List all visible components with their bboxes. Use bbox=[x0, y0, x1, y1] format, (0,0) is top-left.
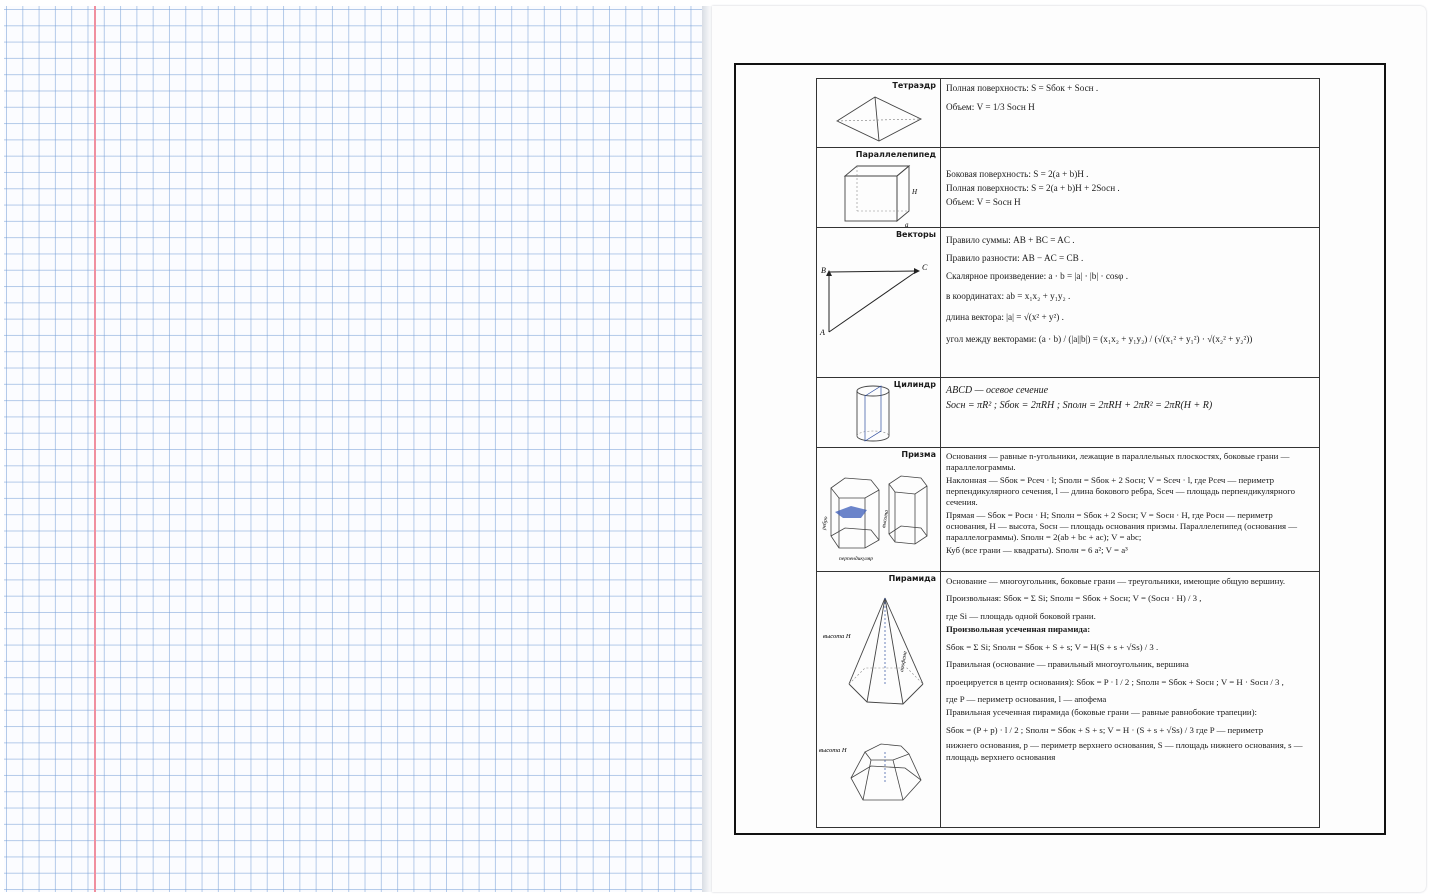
pyramid-title: Пирамида bbox=[888, 574, 936, 583]
pyramid-icon bbox=[817, 572, 941, 828]
label-c: C bbox=[922, 263, 928, 272]
parallelepiped-figure bbox=[817, 148, 941, 227]
label-edge: ребро bbox=[821, 516, 830, 531]
label-height-h-frustum: высота H bbox=[819, 747, 847, 754]
graph-paper-page bbox=[4, 6, 703, 892]
formula-line: Произвольная: Sбок = Σ Si; Sполн = Sбок + Sосн; V = (Sосн · H) / 3 , bbox=[946, 593, 1202, 604]
formula-line: Sосн = πR² ; Sбок = 2πRH ; Sполн = 2πRH + 2πR² = 2πR(H + R) bbox=[946, 400, 1213, 412]
formula-table bbox=[816, 78, 1320, 828]
formula-line: Боковая поверхность: S = 2(a + b)H . bbox=[946, 169, 1089, 179]
red-margin-line bbox=[94, 6, 96, 892]
tetrahedron-formulas bbox=[941, 79, 1319, 147]
prism-icon bbox=[817, 448, 941, 572]
label-height: высота bbox=[881, 509, 891, 529]
prism-title: Призма bbox=[901, 450, 936, 459]
vectors-title: Векторы bbox=[895, 230, 936, 239]
formula-line: где P — периметр основания, l — апофема bbox=[946, 693, 1107, 704]
formula-line: длина вектора: |a| = √(x² + y²) . bbox=[946, 311, 1064, 322]
formula-line: Объем: V = 1/3 Sосн H bbox=[946, 102, 1035, 113]
parallelepiped-icon bbox=[817, 148, 941, 228]
formula-line: Правило суммы: AB + BC = AC . bbox=[946, 235, 1075, 245]
formula-line: угол между векторами: (a · b) / (|a||b|) = (x₁x₂ + y₁y₂) / (√(x₁² + y₁²) · √(x₂² + y₂²)) bbox=[946, 333, 1253, 344]
cylinder-icon bbox=[817, 378, 941, 448]
formula-line: нижнего основания, p — периметр верхнего основания, S — площадь нижнего основания, s — площадь верхнего основания bbox=[946, 740, 1303, 762]
formula-line: Прямая — Sбок = Pосн · H; Sполн = Sбок + 2 Sосн; V = Sосн · H, где Pосн — периметр основания, H — высота, Sосн — площадь основания призмы. Параллелепипед (основания — параллелограммы). Sполн = 2(ab + bc + ac); V = abc; bbox=[946, 509, 1298, 542]
row-vectors bbox=[817, 228, 1319, 378]
parallelepiped-title: Параллелепипед bbox=[855, 150, 936, 159]
formula-line: проецируется в центр основания): Sбок = P · l / 2 ; Sполн = Sбок + Sосн ; V = H · Sосн / 3 , bbox=[946, 676, 1284, 687]
formula-line: где Si — площадь одной боковой грани. bbox=[946, 610, 1096, 621]
label-a: A bbox=[820, 328, 825, 337]
formula-line: Куб (все грани — квадраты). Sполн = 6 a²; V = a³ bbox=[946, 544, 1128, 555]
row-tetrahedron bbox=[817, 79, 1319, 148]
tetrahedron-icon bbox=[817, 79, 941, 148]
formula-line: Правильная (основание — правильный многоугольник, вершина bbox=[946, 659, 1189, 670]
cylinder-figure bbox=[817, 378, 941, 447]
vectors-figure bbox=[817, 228, 941, 377]
label-perpendicular: перпендикуляр bbox=[839, 556, 873, 562]
prism-formulas bbox=[941, 448, 1319, 571]
vectors-formulas bbox=[941, 228, 1319, 377]
row-prism bbox=[817, 448, 1319, 572]
formula-line: Sбок = Σ Si; Sполн = Sбок + S + s; V = H(S + s + √Ss) / 3 . bbox=[946, 641, 1159, 652]
formula-line: Полная поверхность: S = Sбок + Sосн . bbox=[946, 83, 1099, 93]
formula-line: Правило разности: AB − AC = CB . bbox=[946, 253, 1084, 264]
prism-figure bbox=[817, 448, 941, 571]
formula-line: ABCD — осевое сечение bbox=[946, 385, 1049, 396]
row-pyramid bbox=[817, 572, 1319, 828]
formula-line: Произвольная усеченная пирамида: bbox=[946, 624, 1091, 635]
cylinder-title: Цилиндр bbox=[893, 380, 936, 389]
label-apothem: апофема bbox=[899, 650, 909, 673]
label-a: a bbox=[905, 221, 909, 228]
formula-line: Наклонная — Sбок = Pсеч · l; Sполн = Sбок + 2 Sосн; V = Sсеч · l, где Pсеч — периметр перпендикулярного сечения, l — длина бокового ребра, Sсеч — площадь перпендикулярного сечения. bbox=[946, 474, 1296, 507]
formula-line: Основания — равные n-угольники, лежащие в параллельных плоскостях, боковые грани — параллелограммы. bbox=[946, 451, 1290, 472]
label-b: B bbox=[821, 266, 826, 275]
tetrahedron-title: Тетраэдр bbox=[892, 81, 936, 90]
cylinder-formulas bbox=[941, 378, 1319, 447]
row-parallelepiped bbox=[817, 148, 1319, 228]
formula-line: Правильная усеченная пирамида (боковые грани — равные равнобокие трапеции): bbox=[946, 707, 1258, 718]
tetrahedron-figure bbox=[817, 79, 941, 147]
formula-line: Основание — многоугольник, боковые грани — треугольники, имеющие общую вершину. bbox=[946, 576, 1286, 586]
row-cylinder bbox=[817, 378, 1319, 448]
pyramid-figure bbox=[817, 572, 941, 827]
label-height-h: высота H bbox=[823, 633, 851, 640]
parallelepiped-formulas bbox=[941, 148, 1319, 227]
formula-line: Sбок = (P + p) · l / 2 ; Sполн = Sбок + S + s; V = H · (S + s + √Ss) / 3 где P — периметр bbox=[946, 724, 1264, 735]
pyramid-formulas bbox=[941, 572, 1319, 827]
formula-line: Полная поверхность: S = 2(a + b)H + 2Sосн . bbox=[946, 183, 1120, 194]
formula-line: Объем: V = Sосн H bbox=[946, 197, 1021, 208]
formula-line: Скалярное произведение: a · b = |a| · |b| · cosφ . bbox=[946, 271, 1128, 282]
label-h: H bbox=[912, 188, 918, 196]
notebook-spine bbox=[702, 6, 712, 892]
formula-line: в координатах: ab = x₁x₂ + y₁y₂ . bbox=[946, 291, 1071, 302]
vectors-icon bbox=[817, 228, 941, 378]
